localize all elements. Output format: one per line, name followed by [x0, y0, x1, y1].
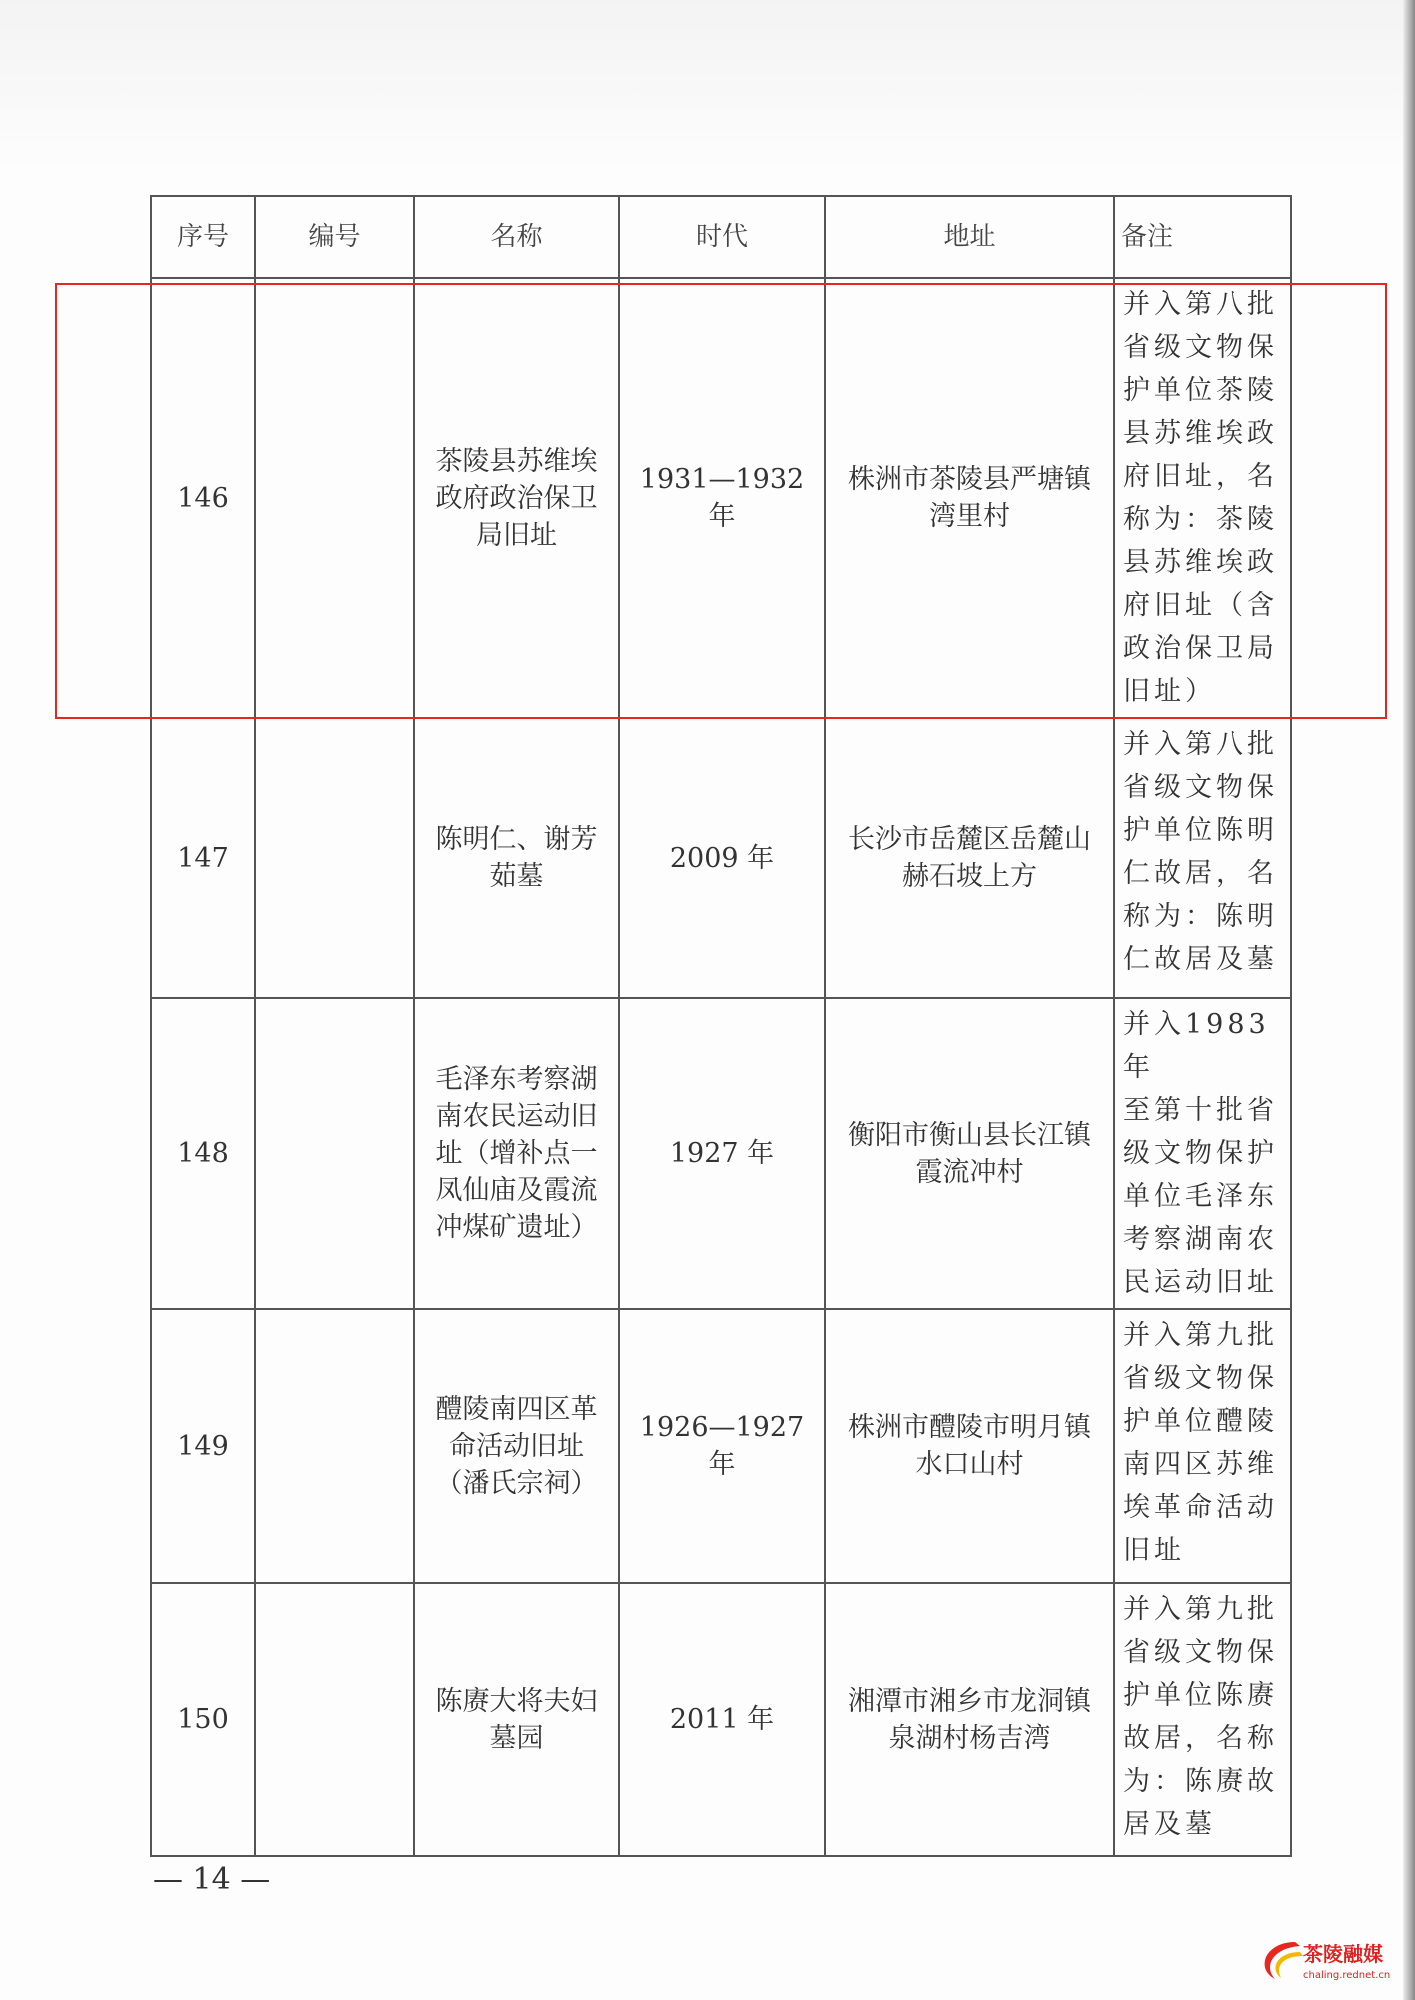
cell-name-line: 茶陵县苏维埃	[435, 445, 598, 477]
cell-name-line: 凤仙庙及霞流	[435, 1175, 598, 1206]
header-note: 备注	[1114, 196, 1291, 278]
cell-note-line: 民运动旧址	[1123, 1267, 1278, 1298]
cell-address-line: 株洲市茶陵县严塘镇	[848, 464, 1091, 495]
cell-note-line: 为：陈赓故	[1123, 1766, 1278, 1797]
cell-code	[255, 718, 414, 998]
cell-note-line: 级文物保护	[1123, 1138, 1278, 1169]
cell-seq: 149	[151, 1309, 255, 1583]
header-era: 时代	[619, 196, 825, 278]
cell-seq: 150	[151, 1583, 255, 1856]
cell-note-line: 旧址	[1123, 1535, 1185, 1566]
cell-note-line: 单位毛泽东	[1123, 1181, 1278, 1212]
cell-address-line: 株洲市醴陵市明月镇	[848, 1412, 1091, 1443]
cell-note-line: 旧址）	[1123, 676, 1216, 707]
cell-name	[414, 998, 619, 1309]
cell-note-line: 府旧址，名	[1123, 461, 1278, 492]
cell-address	[825, 998, 1114, 1309]
cell-name-line: 政府政治保卫	[435, 482, 598, 514]
cell-address-line: 长沙市岳麓区岳麓山	[848, 824, 1091, 855]
cell-address	[825, 1583, 1114, 1856]
cell-seq: 147	[151, 718, 255, 998]
scan-shadow	[0, 0, 1415, 170]
cell-note-line: 护单位陈赓	[1123, 1680, 1278, 1711]
watermark-url: chaling.rednet.cn	[1303, 1970, 1391, 1981]
cell-note-line: 县苏维埃政	[1123, 418, 1278, 449]
highlight-box	[55, 283, 1387, 719]
cell-era: 2009 年	[619, 718, 825, 998]
cell-note	[1114, 998, 1291, 1309]
cell-code	[255, 998, 414, 1309]
cell-address	[825, 718, 1114, 998]
cell-note-line: 考察湖南农	[1123, 1224, 1278, 1255]
cell-name	[414, 718, 619, 998]
cell-seq: 146	[151, 278, 255, 718]
header-code: 编号	[255, 196, 414, 278]
cell-note-line: 护单位醴陵	[1123, 1406, 1278, 1437]
table-row	[151, 1583, 1291, 1856]
cell-note-line: 居及墓	[1123, 1809, 1216, 1840]
cell-note-line: 并入1983年	[1123, 1009, 1270, 1083]
cell-seq: 148	[151, 998, 255, 1309]
watermark-logo	[1255, 1930, 1395, 1990]
cell-name-line: 陈明仁、谢芳	[435, 824, 598, 855]
cell-address-line: 水口山村	[915, 1449, 1024, 1480]
table-row	[151, 1309, 1291, 1583]
cell-address-line: 霞流冲村	[915, 1156, 1024, 1188]
cell-address-line: 湾里村	[929, 501, 1010, 532]
cell-note-line: 并入第八批	[1123, 289, 1278, 320]
header-name: 名称	[414, 196, 619, 278]
cell-note	[1114, 1583, 1291, 1856]
cell-note-line: 并入第八批	[1123, 729, 1278, 760]
cell-era: 1927 年	[619, 998, 825, 1309]
cell-address	[825, 1309, 1114, 1583]
cell-name	[414, 1309, 619, 1583]
table-header-row	[151, 196, 1291, 278]
cell-name-line: 墓园	[489, 1722, 544, 1754]
cell-note	[1114, 1309, 1291, 1583]
cell-name-line: 醴陵南四区革	[435, 1393, 598, 1425]
cell-note-line: 并入第九批	[1123, 1320, 1278, 1351]
cell-address-line: 衡阳市衡山县长江镇	[848, 1119, 1091, 1151]
cell-note	[1114, 718, 1291, 998]
cell-code	[255, 1309, 414, 1583]
cell-note-line: 仁故居及墓	[1123, 944, 1278, 975]
page-number: — 14 —	[153, 1862, 271, 1897]
cell-name-line: 陈赓大将夫妇	[435, 1685, 598, 1717]
cell-name-line: 冲煤矿遗址）	[435, 1212, 598, 1243]
cell-code	[255, 1583, 414, 1856]
cell-name-line: 址（增补点一	[435, 1138, 598, 1169]
cell-note-line: 仁故居，名	[1123, 858, 1278, 889]
cell-note-line: 至第十批省	[1123, 1095, 1278, 1126]
cell-note-line: 护单位茶陵	[1123, 375, 1278, 406]
cell-note-line: 县苏维埃政	[1123, 547, 1278, 578]
cell-note-line: 政治保卫局	[1123, 633, 1278, 664]
cell-address-line: 赫石坡上方	[902, 861, 1037, 892]
cell-name-line: 命活动旧址	[449, 1430, 584, 1462]
cell-note-line: 省级文物保	[1123, 332, 1278, 363]
cell-note-line: 称为：陈明	[1123, 901, 1278, 932]
cell-address-line: 泉湖村杨吉湾	[888, 1722, 1051, 1754]
cell-name	[414, 1583, 619, 1856]
cell-name-line: 毛泽东考察湖	[435, 1064, 598, 1095]
cell-note-line: 并入第九批	[1123, 1594, 1278, 1625]
cell-note-line: 故居，名称	[1123, 1723, 1278, 1754]
table-row	[151, 998, 1291, 1309]
cell-name-line: 南农民运动旧	[435, 1101, 598, 1132]
cell-note-line: 护单位陈明	[1123, 815, 1278, 846]
swoosh-icon	[1255, 1934, 1305, 1984]
cell-address-line: 湘潭市湘乡市龙洞镇	[848, 1685, 1091, 1717]
table-row	[151, 718, 1291, 998]
cell-name-line: （潘氏宗祠）	[435, 1467, 598, 1499]
cell-name-line: 茹墓	[489, 861, 544, 892]
cell-name-line: 局旧址	[476, 519, 557, 551]
cell-era: 2011 年	[619, 1583, 825, 1856]
cell-note-line: 府旧址（含	[1123, 590, 1278, 621]
watermark-name: 茶陵融媒	[1303, 1942, 1383, 1966]
cell-note-line: 称为：茶陵	[1123, 504, 1278, 535]
cell-note-line: 省级文物保	[1123, 772, 1278, 803]
scan-edge	[1403, 0, 1415, 2000]
cell-note-line: 埃革命活动	[1123, 1492, 1278, 1523]
header-seq: 序号	[151, 196, 255, 278]
cell-era: 1926—1927 年	[619, 1309, 825, 1583]
header-address: 地址	[825, 196, 1114, 278]
cell-note-line: 南四区苏维	[1123, 1449, 1278, 1480]
cell-note-line: 省级文物保	[1123, 1637, 1278, 1668]
cell-era: 1931—1932 年	[619, 278, 825, 718]
cell-note-line: 省级文物保	[1123, 1363, 1278, 1394]
